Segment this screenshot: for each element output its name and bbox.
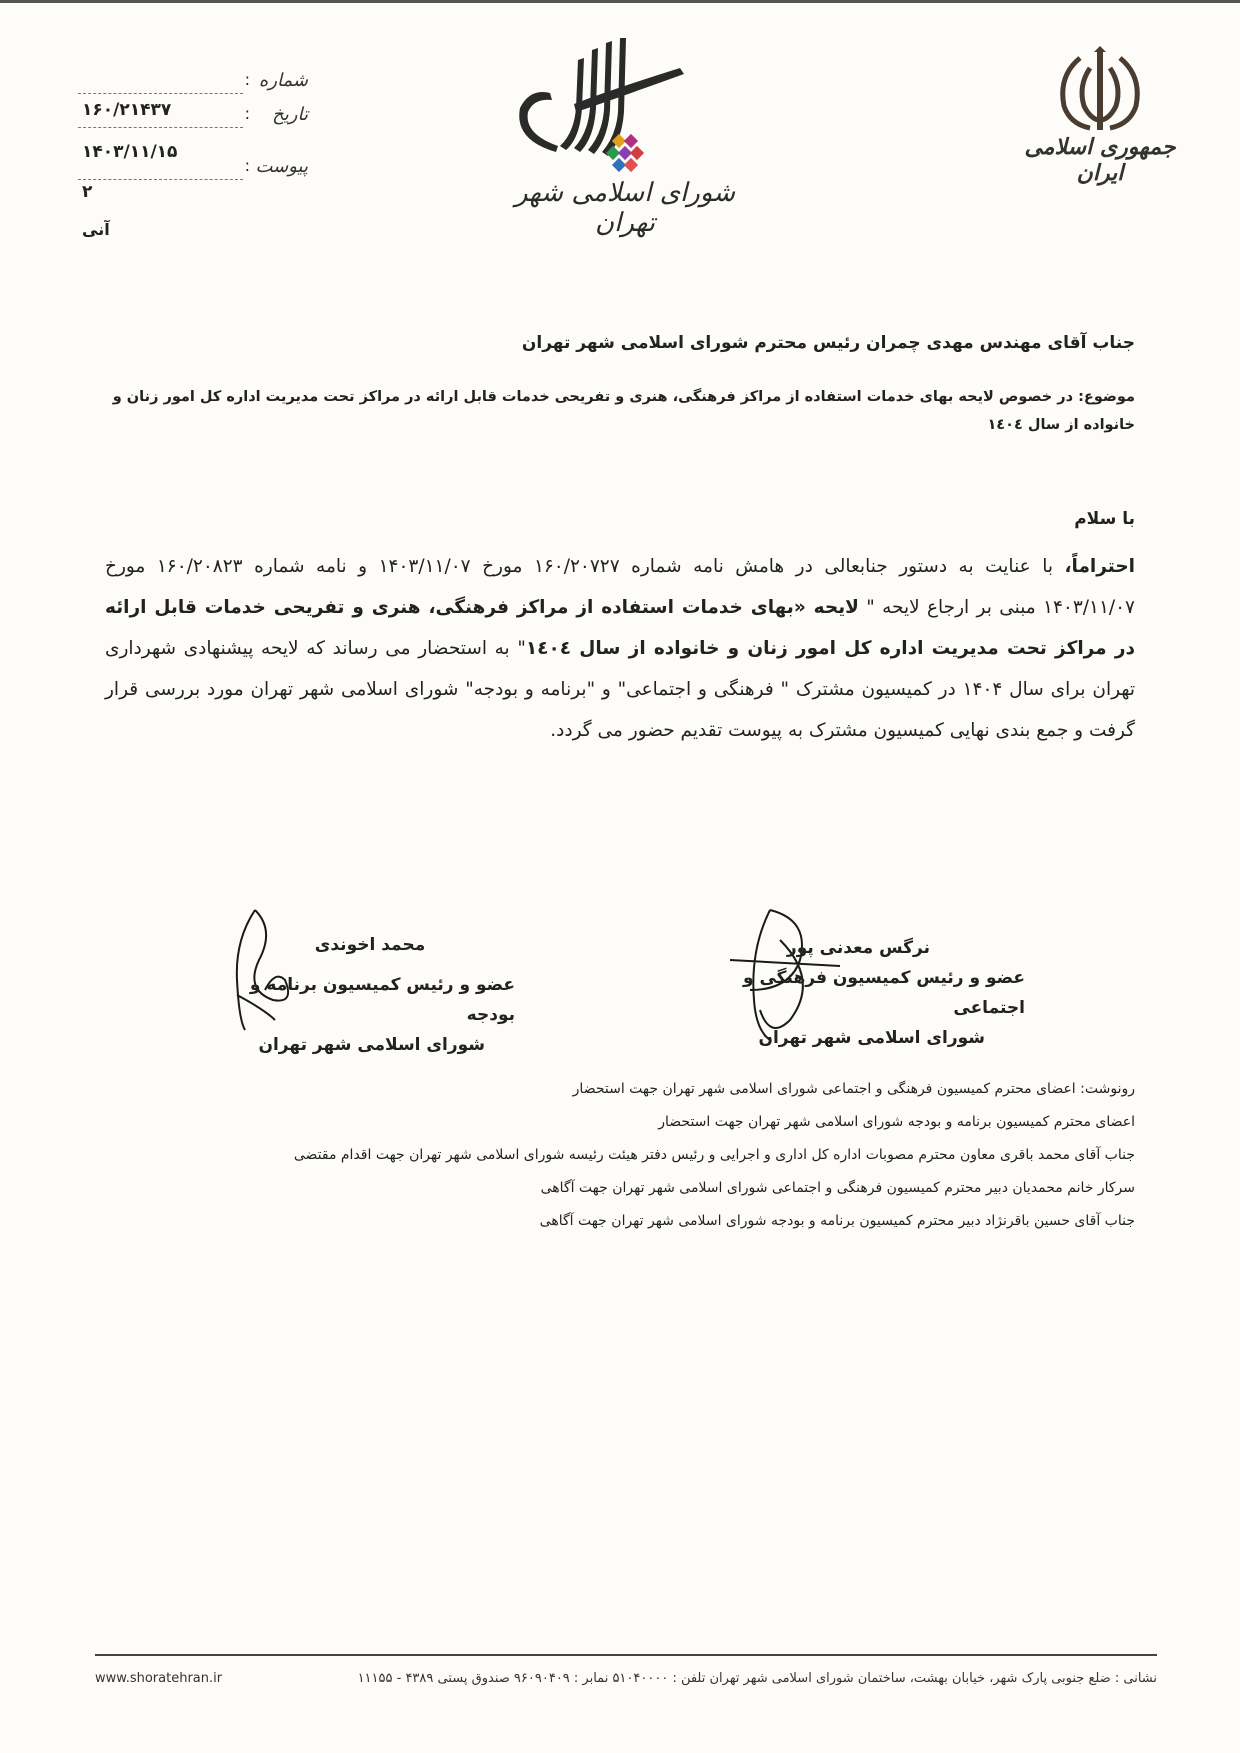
signer-title: عضو و رئیس کمیسیون فرهنگی و اجتماعی <box>742 968 1025 1018</box>
body-part-1: با عنایت به دستور جنابعالی در هامش نامه شماره ۱۶۰/۲۰۷۲۷ مورخ ۱۴۰۳/۱۱/۰۷ و نامه شماره ۱۶۰/۲۰۸۲۳ مورخ ۱۴۰۳/۱۱/۰۷ مبنی بر ارجاع لایحه " <box>105 556 1135 618</box>
council-logo <box>500 38 750 238</box>
signature-block-akhoundi <box>225 930 515 1060</box>
meta-date-label: تاریخ <box>272 104 308 125</box>
meta-colon: : <box>244 104 250 123</box>
signature-block-madanipour <box>695 933 1025 1053</box>
cc-item: سرکار خانم محمدیان دبیر محترم کمیسیون فرهنگی و اجتماعی شورای اسلامی شهر تهران جهت آگاهی <box>540 1180 1135 1196</box>
meta-dotted-line <box>78 127 243 128</box>
signer-org: شورای اسلامی شهر تهران <box>258 1035 485 1055</box>
emblem-text: جمهوری اسلامی ایران <box>1024 134 1176 186</box>
meta-date-row <box>78 104 308 132</box>
meta-number-row <box>78 70 308 98</box>
council-name: شورای اسلامی شهر تهران <box>514 178 736 238</box>
cc-item: جناب آقای حسین باقرنژاد دبیر محترم کمیسیون برنامه و بودجه شورای اسلامی شهر تهران جهت آگاهی <box>539 1213 1135 1229</box>
cc-item: اعضای محترم کمیسیون برنامه و بودجه شورای اسلامی شهر تهران جهت استحضار <box>658 1114 1135 1130</box>
meta-attachment-label: پیوست <box>255 156 308 177</box>
recipient-line: جناب آقای مهندس مهدی چمران رئیس محترم شورای اسلامی شهر تهران <box>521 333 1135 353</box>
top-border <box>0 0 1240 3</box>
urgency-label: آنی <box>82 220 110 239</box>
body-paragraph <box>105 546 1135 751</box>
greeting: با سلام <box>1074 509 1135 529</box>
council-logo-icon <box>500 38 750 183</box>
footer-divider <box>95 1654 1157 1656</box>
body-bill-title: لایحه «بهای خدمات استفاده از مراکز فرهنگی، هنری و تفریحی خدمات قابل ارائه در مراکز تحت مدیریت اداره کل امور زنان و خانواده از سال ۱٤۰٤ <box>105 597 1135 659</box>
meta-colon: : <box>244 156 250 175</box>
footer-address: نشانی : ضلع جنوبی پارک شهر، خیابان بهشت، ساختمان شورای اسلامی شهر تهران تلفن : ۵۱۰۴۰۰۰۰ نمابر : ۹۶۰۹۰۴۰۹ صندوق پستی ۴۳۸۹ - ۱۱۱۵۵ <box>357 1671 1157 1686</box>
iran-emblem <box>1010 46 1190 186</box>
signer-title: عضو و رئیس کمیسیون برنامه و بودجه <box>249 975 515 1025</box>
meta-attachment-row <box>78 156 308 184</box>
meta-dotted-line <box>78 93 243 94</box>
signer-org: شورای اسلامی شهر تهران <box>758 1028 985 1048</box>
iran-emblem-icon <box>1010 46 1190 136</box>
website-link[interactable]: www.shoratehran.ir <box>95 1671 223 1686</box>
signer-name: نرگس معدنی پور <box>786 938 930 958</box>
signer-name: محمد اخوندی <box>314 935 426 955</box>
meta-colon: : <box>244 70 250 89</box>
meta-attachment-value: ۲ <box>82 182 93 202</box>
subject-line: موضوع: در خصوص لایحه بهای خدمات استفاده از مراکز فرهنگی، هنری و تفریحی خدمات قابل ارائه در مراکز تحت مدیریت اداره کل امور زنان و خانواده از سال ۱٤۰٤ <box>112 389 1135 433</box>
meta-dotted-line <box>78 179 243 180</box>
body-lead: احتراماً، <box>1064 556 1136 577</box>
cc-item: رونوشت: اعضای محترم کمیسیون فرهنگی و اجتماعی شورای اسلامی شهر تهران جهت استحضار <box>572 1081 1135 1097</box>
cc-item: جناب آقای محمد باقری معاون محترم مصوبات اداره کل اداری و اجرایی و رئیس دفتر هیئت رئیسه شورای اسلامی شهر تهران جهت اقدام مقتضی <box>293 1147 1135 1163</box>
body-part-2: " به استحضار می رساند که لایحه پیشنهادی شهرداری تهران برای سال ۱۴۰۴ در کمیسیون مشترک " فرهنگی و اجتماعی" و "برنامه و بودجه" شورای اسلامی شهر تهران مورد بررسی قرار گرفت و جمع بندی نهایی کمیسیون مشترک به پیوست تقدیم حضور می گردد. <box>105 638 1135 741</box>
meta-date-value: ۱۴۰۳/۱۱/۱۵ <box>82 142 178 162</box>
cc-list <box>85 1073 1135 1238</box>
meta-number-value: ۱۶۰/۲۱۴۳۷ <box>82 100 172 120</box>
meta-number-label: شماره <box>258 70 308 91</box>
